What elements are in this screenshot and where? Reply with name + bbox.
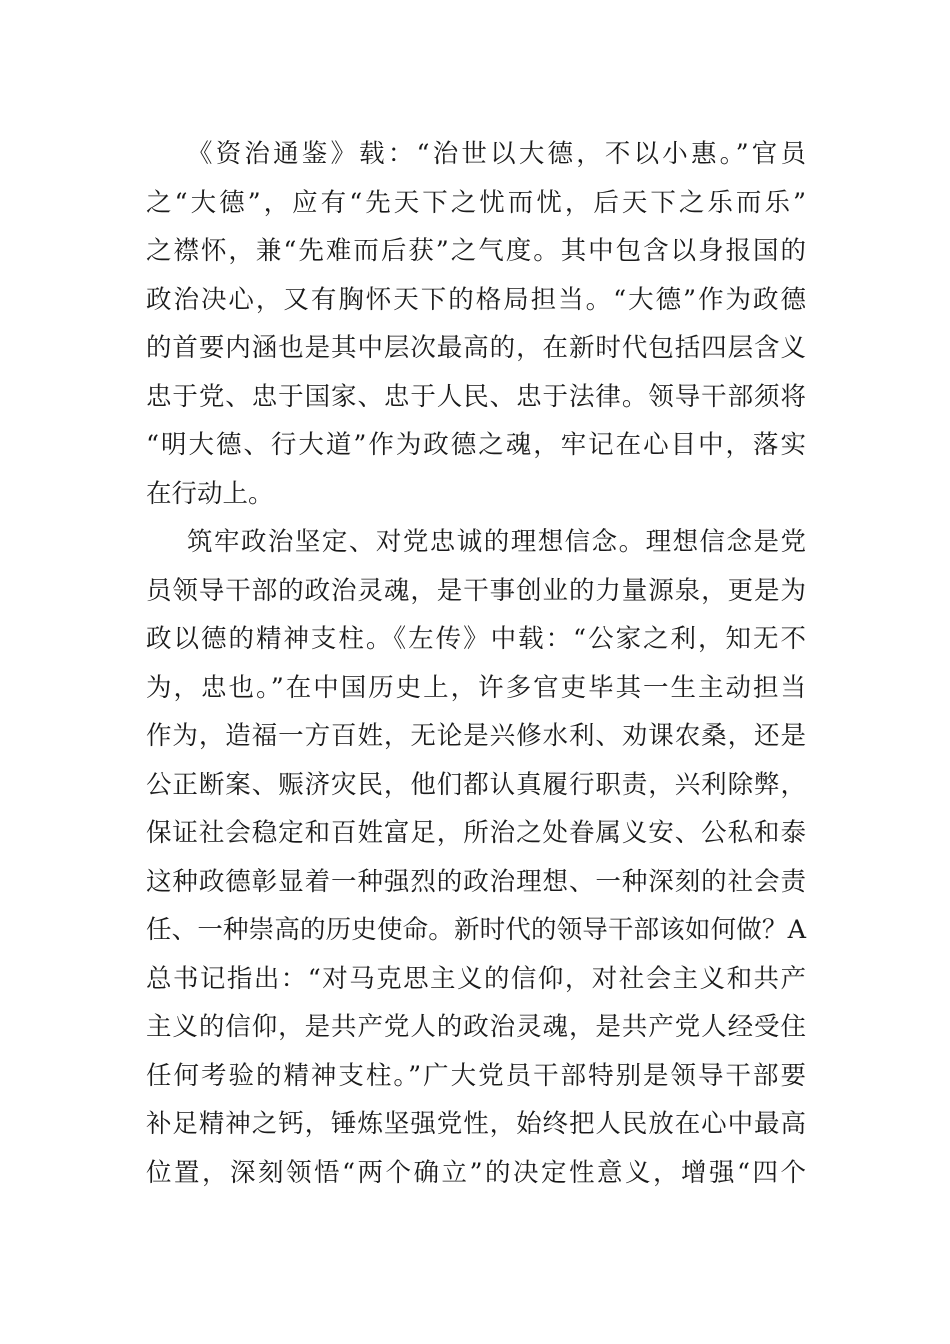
paragraph-2-line: 补足精神之钙，锤炼坚强党性，始终把人民放在心中最高 xyxy=(146,1109,806,1139)
paragraph-2-line: 筑牢政治坚定、对党忠诚的理想信念。理想信念是党 xyxy=(187,527,806,557)
paragraph-1-line: 《资治通鉴》载：“治世以大德，不以小惠。”官员 xyxy=(187,139,806,169)
paragraph-1-line: 之襟怀，兼“先难而后获”之气度。其中包含以身报国的 xyxy=(146,236,806,266)
paragraph-2-line: 主义的信仰，是共产党人的政治灵魂，是共产党人经受住 xyxy=(146,1012,806,1042)
paragraph-2-line: 任、一种崇高的历史使命。新时代的领导干部该如何做？A xyxy=(146,915,806,945)
paragraph-2-line: 这种政德彰显着一种强烈的政治理想、一种深刻的社会责 xyxy=(146,866,806,897)
paragraph-2-line: 员领导干部的政治灵魂，是干事创业的力量源泉，更是为 xyxy=(146,575,806,606)
paragraph-2-line: 位置，深刻领悟“两个确立”的决定性意义，增强“四个 xyxy=(146,1157,806,1188)
paragraph-1-line: 政治决心，又有胸怀天下的格局担当。“大德”作为政德 xyxy=(146,284,806,315)
paragraph-2-line: 公正断案、赈济灾民，他们都认真履行职责，兴利除弊， xyxy=(146,769,806,800)
paragraph-2-line: 作为，造福一方百姓，无论是兴修水利、劝课农桑，还是 xyxy=(146,721,806,751)
paragraph-1-line: 在行动上。 xyxy=(146,478,274,509)
paragraph-1-line: “明大德、行大道”作为政德之魂，牢记在心目中，落实 xyxy=(146,430,806,460)
paragraph-2-line: 任何考验的精神支柱。”广大党员干部特别是领导干部要 xyxy=(146,1060,806,1091)
paragraph-2-line: 政以德的精神支柱。《左传》中载：“公家之利，知无不 xyxy=(146,624,806,654)
paragraph-1-line: 之“大德”，应有“先天下之忧而忧，后天下之乐而乐” xyxy=(146,187,806,218)
paragraph-1-line: 的首要内涵也是其中层次最高的，在新时代包括四层含义 xyxy=(146,333,806,363)
paragraph-1-line: 忠于党、忠于国家、忠于人民、忠于法律。领导干部须将 xyxy=(146,381,806,412)
paragraph-2-line: 总书记指出：“对马克思主义的信仰，对社会主义和共产 xyxy=(146,963,806,994)
paragraph-2-line: 为，忠也。”在中国历史上，许多官吏毕其一生主动担当 xyxy=(146,672,806,703)
paragraph-2-line: 保证社会稳定和百姓富足，所治之处眷属义安、公私和泰 xyxy=(146,818,806,848)
body-text xyxy=(146,130,806,1197)
